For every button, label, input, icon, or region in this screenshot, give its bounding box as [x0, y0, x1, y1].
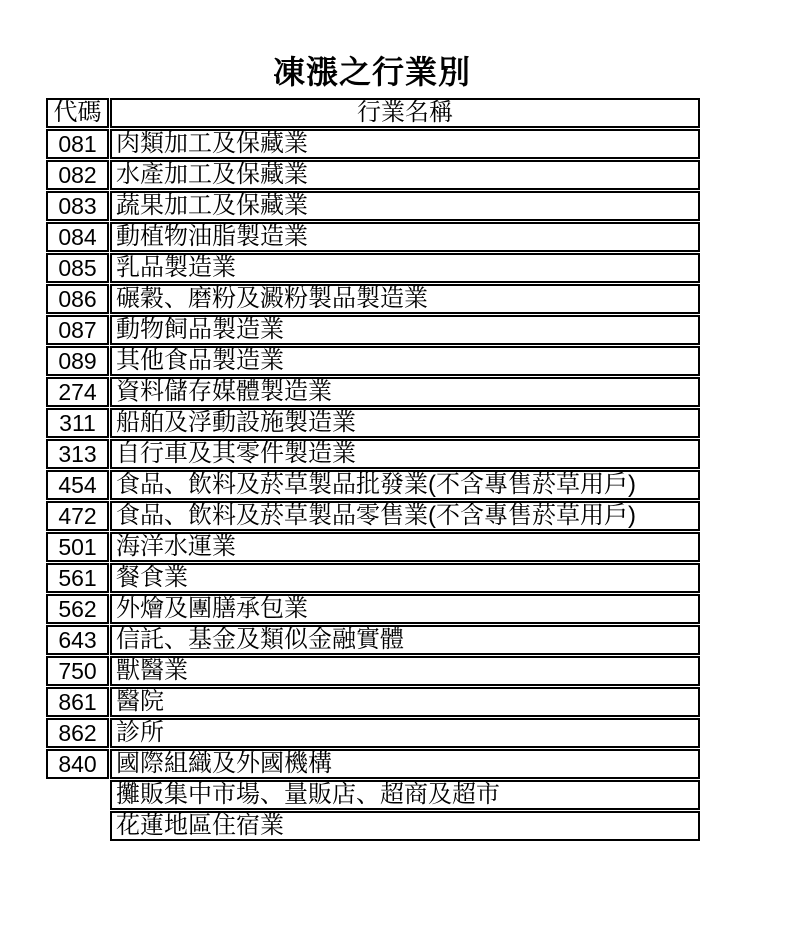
table-row: [46, 625, 700, 655]
code-cell: 313: [46, 439, 109, 469]
table-row: [46, 749, 700, 779]
code-cell: 861: [46, 687, 109, 717]
industry-name-cell: 自行車及其零件製造業: [110, 439, 700, 469]
code-cell: 862: [46, 718, 109, 748]
table-row: [46, 780, 700, 810]
code-cell: 085: [46, 253, 109, 283]
table-row: [46, 160, 700, 190]
table-row: [46, 501, 700, 531]
table-row: [46, 532, 700, 562]
column-header-industry-name: 行業名稱: [110, 98, 700, 128]
code-cell: 086: [46, 284, 109, 314]
column-header-code: 代碼: [46, 98, 109, 128]
table-row: [46, 687, 700, 717]
code-cell: 750: [46, 656, 109, 686]
industry-name-cell: 診所: [110, 718, 700, 748]
industry-name-cell: 動物飼品製造業: [110, 315, 700, 345]
industry-name-cell: 國際組織及外國機構: [110, 749, 700, 779]
code-cell: 840: [46, 749, 109, 779]
table-row: [46, 377, 700, 407]
industry-name-cell: 動植物油脂製造業: [110, 222, 700, 252]
industry-name-cell: 外燴及團膳承包業: [110, 594, 700, 624]
code-cell: 454: [46, 470, 109, 500]
table-row: [46, 346, 700, 376]
code-cell: 311: [46, 408, 109, 438]
industry-name-cell: 碾穀、磨粉及澱粉製品製造業: [110, 284, 700, 314]
table-row: [46, 191, 700, 221]
industry-name-cell: 攤販集中市場、量販店、超商及超市: [110, 780, 700, 810]
table-row: [46, 594, 700, 624]
industry-name-cell: 其他食品製造業: [110, 346, 700, 376]
code-cell-empty: [46, 811, 109, 841]
code-cell-empty: [46, 780, 109, 810]
table-row: [46, 129, 700, 159]
table-row: [46, 315, 700, 345]
code-cell: 087: [46, 315, 109, 345]
code-cell: 643: [46, 625, 109, 655]
industry-table: [45, 97, 701, 842]
table-row: [46, 284, 700, 314]
industry-name-cell: 餐食業: [110, 563, 700, 593]
page-title: 凍漲之行業別: [272, 54, 471, 90]
table-row: [46, 563, 700, 593]
industry-name-cell: 食品、飲料及菸草製品零售業(不含專售菸草用戶): [110, 501, 700, 531]
industry-name-cell: 食品、飲料及菸草製品批發業(不含專售菸草用戶): [110, 470, 700, 500]
table-row: [46, 470, 700, 500]
table-body: [46, 129, 700, 841]
code-cell: 081: [46, 129, 109, 159]
table-row: [46, 718, 700, 748]
table-row: [46, 439, 700, 469]
code-cell: 472: [46, 501, 109, 531]
industry-name-cell: 海洋水運業: [110, 532, 700, 562]
industry-name-cell: 資料儲存媒體製造業: [110, 377, 700, 407]
industry-name-cell: 水產加工及保藏業: [110, 160, 700, 190]
code-cell: 274: [46, 377, 109, 407]
code-cell: 089: [46, 346, 109, 376]
industry-name-cell: 花蓮地區住宿業: [110, 811, 700, 841]
industry-name-cell: 船舶及浮動設施製造業: [110, 408, 700, 438]
code-cell: 501: [46, 532, 109, 562]
industry-name-cell: 肉類加工及保藏業: [110, 129, 700, 159]
table-row: [46, 408, 700, 438]
industry-name-cell: 獸醫業: [110, 656, 700, 686]
industry-name-cell: 醫院: [110, 687, 700, 717]
code-cell: 562: [46, 594, 109, 624]
table-row: [46, 656, 700, 686]
table-row: [46, 811, 700, 841]
code-cell: 084: [46, 222, 109, 252]
industry-name-cell: 蔬果加工及保藏業: [110, 191, 700, 221]
table-row: [46, 253, 700, 283]
code-cell: 082: [46, 160, 109, 190]
code-cell: 083: [46, 191, 109, 221]
industry-name-cell: 乳品製造業: [110, 253, 700, 283]
table-header-row: [46, 98, 700, 128]
table-row: [46, 222, 700, 252]
industry-name-cell: 信託、基金及類似金融實體: [110, 625, 700, 655]
code-cell: 561: [46, 563, 109, 593]
